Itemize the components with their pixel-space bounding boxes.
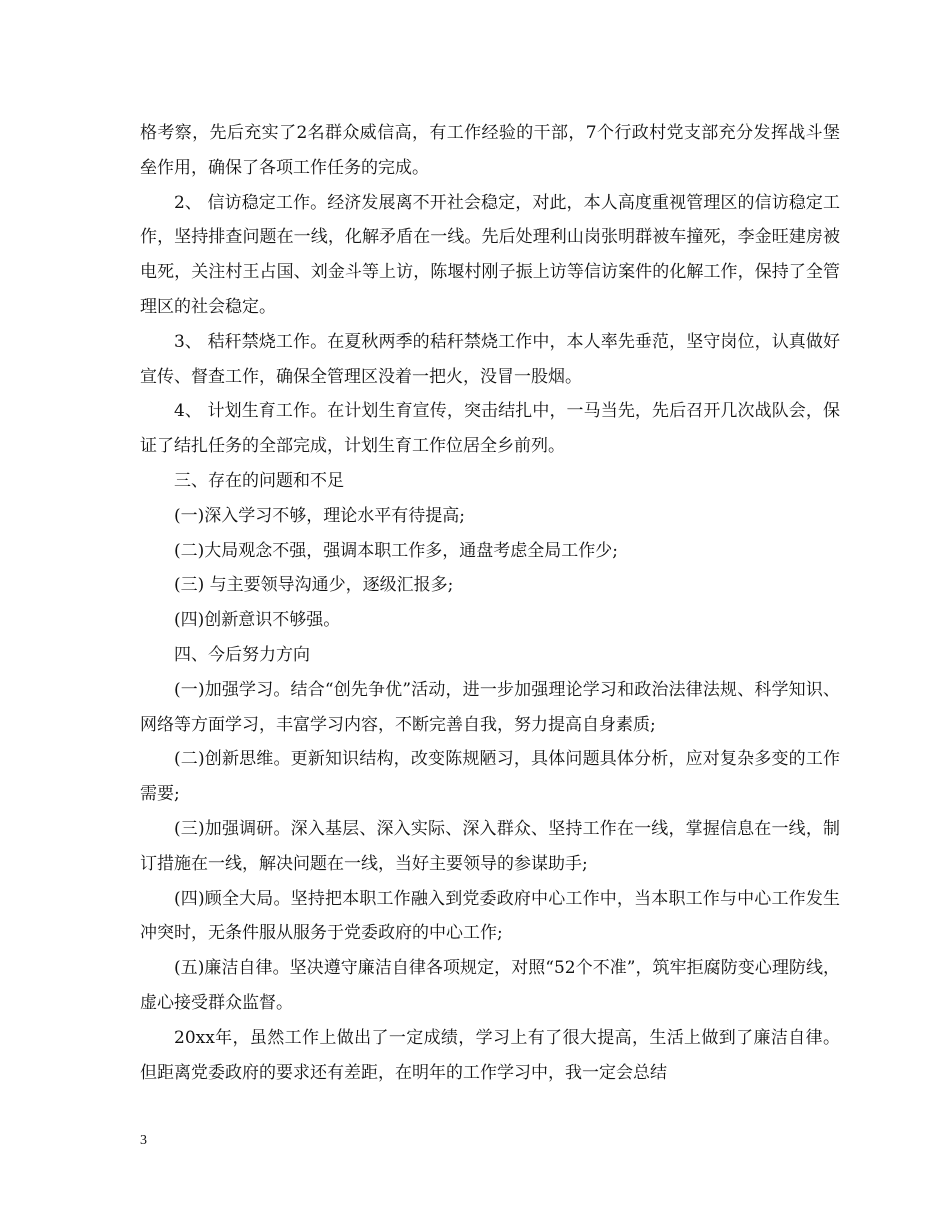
paragraph-item-2-petition-stability: 2、 信访稳定工作。经济发展离不开社会稳定，对此，本人高度重视管理区的信访稳定工作，坚持排查问题在一线，化解矛盾在一线。先后处理利山岗张明群被车撞死，李金旺建房被电死，关注村王占国、刘金斗等上访，陈堰村刚子振上访等信访案件的化解工作，保持了全管理区的社会稳定。 [140, 192, 840, 317]
direction-item-1: (一)加强学习。结合“创先争优”活动，进一步加强理论学习和政治法律法规、科学知识、网络等方面学习，丰富学习内容，不断完善自我，努力提高自身素质; [140, 679, 840, 735]
paragraph-conclusion: 20xx年，虽然工作上做出了一定成绩，学习上有了很大提高，生活上做到了廉洁自律。但距离党委政府的要求还有差距，在明年的工作学习中，我一定会总结 [140, 1027, 840, 1083]
direction-item-2: (二)创新思维。更新知识结构，改变陈规陋习，具体问题具体分析，应对复杂多变的工作需要; [140, 749, 840, 805]
paragraph-item-4-family-planning: 4、 计划生育工作。在计划生育宣传，突击结扎中，一马当先，先后召开几次战队会，保证了结扎任务的全部完成，计划生育工作位居全乡前列。 [140, 401, 840, 457]
paragraph-item-3-straw-burning-ban: 3、 秸秆禁烧工作。在夏秋两季的秸秆禁烧工作中，本人率先垂范，坚守岗位，认真做好宣传、督查工作，确保全管理区没着一把火，没冒一股烟。 [140, 331, 840, 387]
direction-item-4: (四)顾全大局。坚持把本职工作融入到党委政府中心工作中，当本职工作与中心工作发生冲突时，无条件服从服务于党委政府的中心工作; [140, 888, 840, 944]
direction-item-3: (三)加强调研。深入基层、深入实际、深入群众、坚持工作在一线，掌握信息在一线，制订措施在一线，解决问题在一线，当好主要领导的参谋助手; [140, 818, 840, 874]
page-number: 3 [140, 1133, 147, 1148]
problem-item-3: (三) 与主要领导沟通少，逐级汇报多; [174, 575, 454, 596]
section-heading-future-direction: 四、今后努力方向 [174, 644, 310, 665]
problem-item-1: (一)深入学习不够，理论水平有待提高; [174, 505, 465, 526]
section-heading-problems: 三、存在的问题和不足 [174, 470, 344, 491]
problem-item-4: (四)创新意识不够强。 [174, 610, 341, 631]
problem-item-2: (二)大局观念不强，强调本职工作多，通盘考虑全局工作少; [174, 540, 618, 561]
paragraph-continuation: 格考察，先后充实了2名群众威信高，有工作经验的干部，7个行政村党支部充分发挥战斗堡垒作用，确保了各项工作任务的完成。 [140, 123, 840, 178]
direction-item-5: (五)廉洁自律。坚决遵守廉洁自律各项规定，对照“52个不准”，筑牢拒腐防变心理防线，虚心接受群众监督。 [140, 958, 840, 1013]
document-body [140, 116, 840, 1090]
